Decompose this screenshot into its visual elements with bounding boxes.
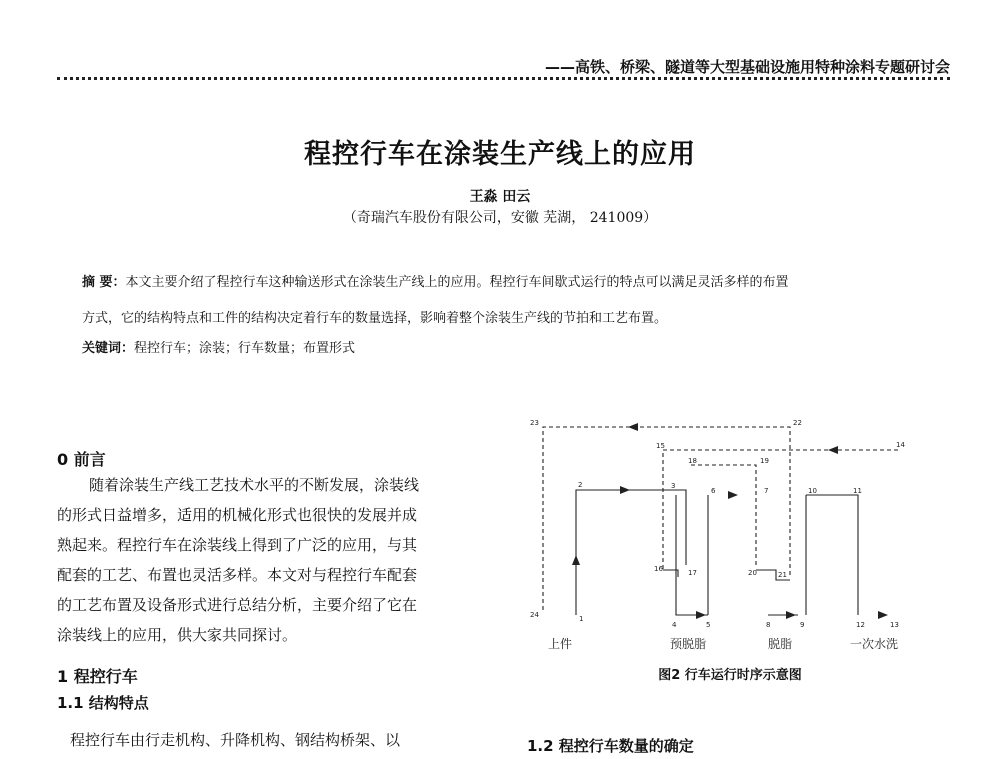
abstract-line-2: 方式，它的结构特点和工件的结构决定着行车的数量选择，影响着整个涂装生产线的节拍和工艺布置。 (82, 311, 668, 326)
abstract-text-1: 本文主要介绍了程控行车这种输送形式在涂装生产线上的应用。程控行车间歇式运行的特点可以满足灵活多样的布置 (125, 275, 789, 290)
abstract-line-1 (82, 274, 942, 292)
para-line: 熟起来。程控行车在涂装线上得到了广泛的应用，与其 (57, 536, 418, 554)
node-10: 10 (808, 487, 817, 495)
node-labels (530, 419, 905, 629)
para-line: 的工艺布置及设备形式进行总结分析，主要介绍了它在 (57, 596, 418, 614)
node-1: 1 (579, 615, 584, 623)
para-line: 涂装线上的应用，供大家共同探讨。 (57, 626, 298, 644)
path-1-2-3 (576, 490, 668, 615)
node-21: 21 (778, 571, 787, 579)
section-0-paragraph (57, 470, 477, 650)
node-12: 12 (856, 621, 865, 629)
path-3-17 (668, 490, 686, 565)
section-1-1-text: 程控行车由行走机构、升降机构、钢结构桥架、以 (70, 731, 401, 749)
return-path-14-15 (663, 450, 898, 570)
station-label: 一次水洗 (850, 637, 899, 651)
arrowheads (572, 423, 888, 619)
arrow-right-5 (696, 611, 706, 619)
node-22: 22 (793, 419, 802, 427)
path-4-5 (676, 495, 708, 615)
arrow-left-23 (628, 423, 638, 431)
arrow-right-7 (728, 491, 738, 499)
arrow-right-2 (620, 486, 630, 494)
node-16: 16 (654, 565, 663, 573)
station-label: 预脱脂 (670, 637, 707, 651)
node-18: 18 (688, 457, 697, 465)
node-13: 13 (890, 621, 899, 629)
node-23: 23 (530, 419, 539, 427)
keywords-label: 关键词： (82, 341, 135, 356)
keywords (82, 340, 942, 358)
node-3: 3 (671, 482, 676, 490)
node-7: 7 (764, 487, 769, 495)
node-19: 19 (760, 457, 769, 465)
para-line: 随着涂装生产线工艺技术水平的不断发展，涂装线 (89, 476, 420, 494)
travel-paths (576, 490, 858, 615)
authors: 王淼 田云 (469, 189, 531, 205)
figure-caption: 图2 行车运行时序示意图 (658, 668, 802, 683)
node-14: 14 (896, 441, 905, 449)
node-6: 6 (711, 487, 716, 495)
return-path-23-22 (543, 427, 790, 610)
node-2: 2 (578, 481, 583, 489)
station-labels (548, 636, 898, 651)
path-10-11 (806, 495, 858, 615)
arrow-right-13 (878, 611, 888, 619)
node-8: 8 (766, 621, 771, 629)
header-divider (57, 77, 950, 80)
conference-header: ——高铁、桥梁、隧道等大型基础设施用特种涂料专题研讨会 (544, 58, 950, 76)
abstract-label: 摘 要： (82, 275, 126, 290)
node-9: 9 (800, 621, 805, 629)
keywords-text: 程控行车；涂装；行车数量；布置形式 (134, 341, 356, 356)
return-path-18-19 (691, 465, 756, 565)
station-label: 脱脂 (768, 637, 793, 651)
arrow-right-9 (786, 611, 796, 619)
sequence-diagram (528, 415, 910, 660)
node-17: 17 (688, 569, 697, 577)
section-1-1-heading: 1.1 结构特点 (57, 694, 149, 712)
node-20: 20 (748, 569, 757, 577)
section-0-heading: 0 前言 (57, 450, 106, 469)
arrow-left-15 (828, 446, 838, 454)
return-paths (543, 427, 898, 610)
node-15: 15 (656, 442, 665, 450)
node-11: 11 (853, 487, 862, 495)
node-5: 5 (706, 621, 711, 629)
para-line: 配套的工艺、布置也灵活多样。本文对与程控行车配套 (57, 566, 418, 584)
para-line: 的形式日益增多，适用的机械化形式也很快的发展并成 (57, 506, 418, 524)
node-4: 4 (672, 621, 677, 629)
paper-title: 程控行车在涂装生产线上的应用 (304, 139, 696, 170)
arrow-up-1 (572, 555, 580, 565)
section-1-heading: 1 程控行车 (57, 667, 138, 686)
affiliation: （奇瑞汽车股份有限公司，安徽 芜湖， 241009） (342, 210, 658, 226)
node-24: 24 (530, 611, 539, 619)
section-1-2-heading: 1.2 程控行车数量的确定 (527, 737, 694, 755)
station-label: 上件 (548, 637, 573, 651)
